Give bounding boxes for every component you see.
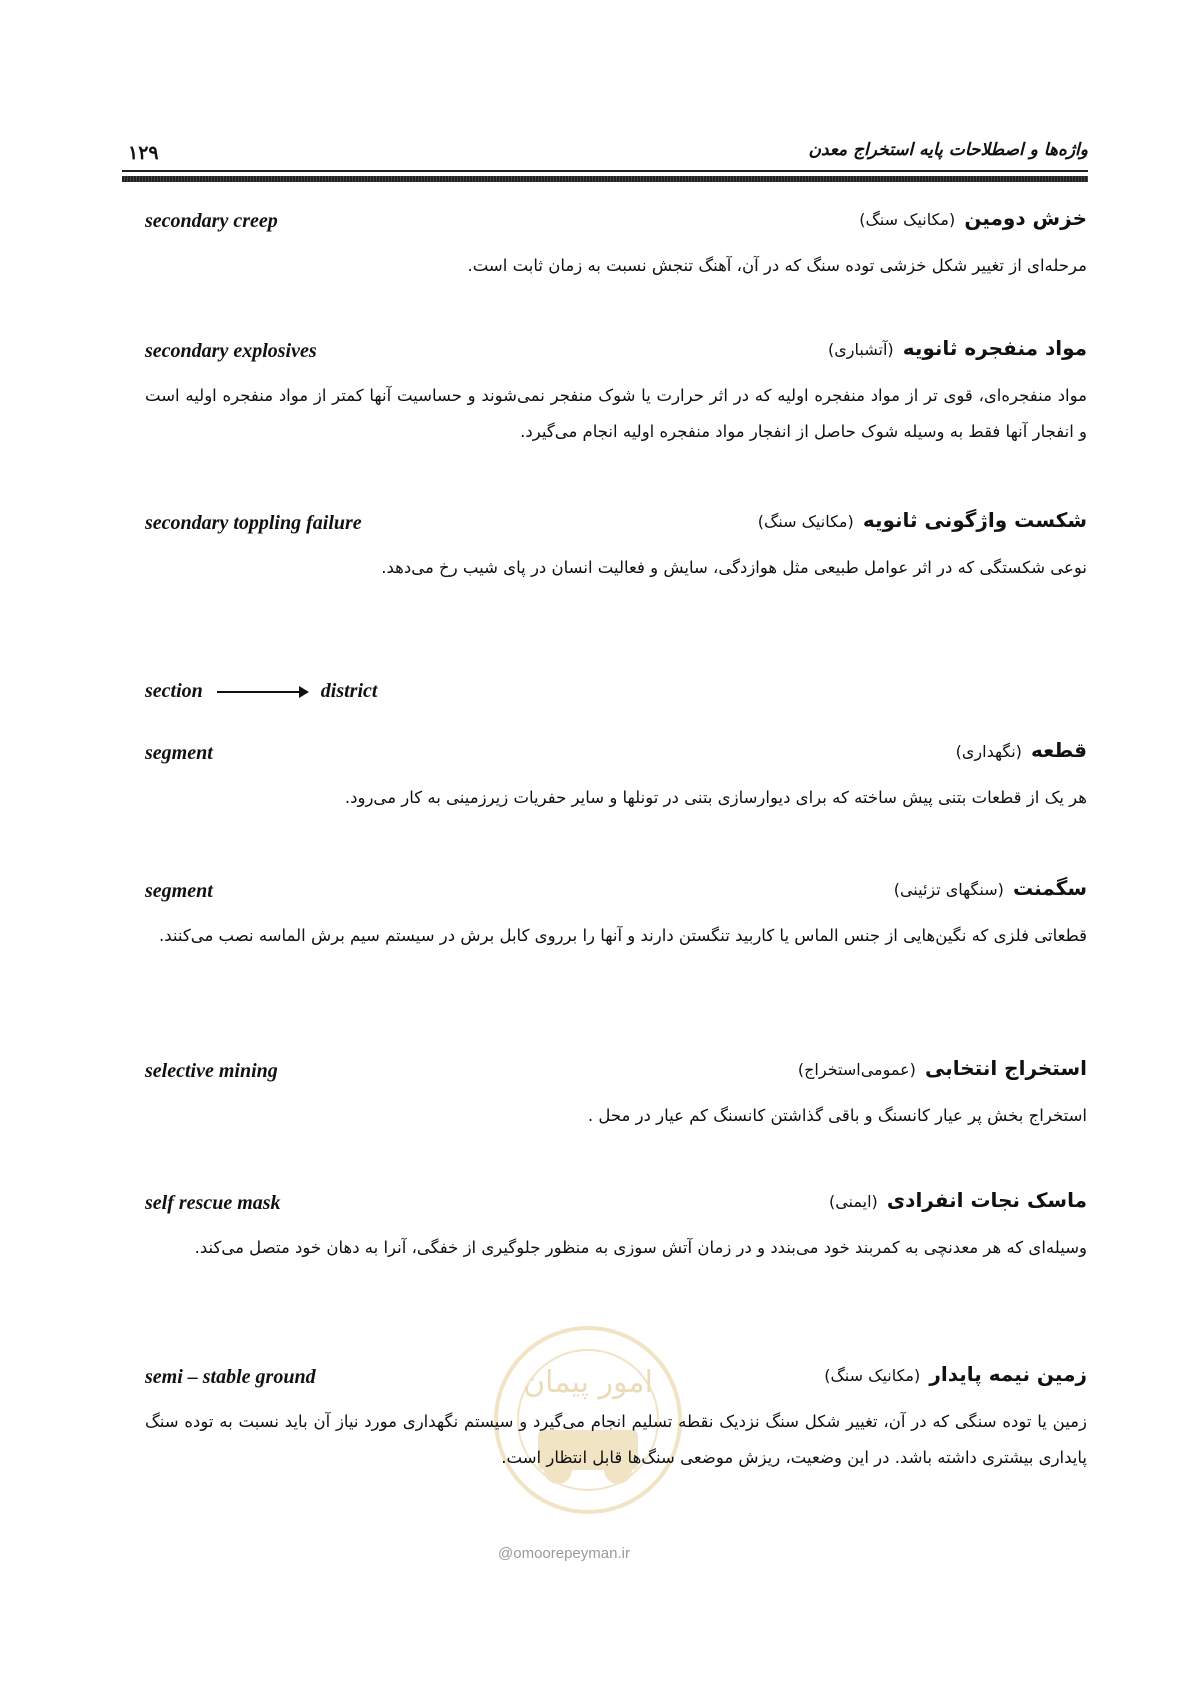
english-term: secondary explosives [145, 340, 317, 362]
persian-term [894, 876, 1087, 900]
persian-term-word: ماسک نجات انفرادی [886, 1188, 1087, 1212]
glossary-entry [145, 336, 1087, 450]
english-term: segment [145, 742, 213, 764]
glossary-entry [145, 1188, 1087, 1266]
persian-term-word: قطعه [1031, 738, 1087, 762]
definition: استخراج بخش پر عیار کانسنگ و باقی گذاشتن کانسنگ کم عیار در محل . [587, 1106, 1087, 1125]
header-rule-thick [122, 176, 1088, 182]
entry-heading [145, 508, 1087, 542]
english-term: segment [145, 880, 213, 902]
entry-heading [145, 738, 1087, 772]
persian-term [829, 1188, 1087, 1212]
subject-field: (سنگهای تزئینی) [893, 880, 1004, 899]
persian-term [859, 206, 1087, 230]
glossary-entry [145, 1362, 1087, 1476]
entry-heading [145, 1056, 1087, 1090]
definition: مواد منفجره‌ای، قوی تر از مواد منفجره اولیه که در اثر حرارت یا شوک منفجر نمی‌شوند و حساسیت آنها کمتر از مواد منفجره اولیه است و انفجار آنها فقط به وسیله شوک حاصل از انفجار مواد منفجره اولیه انجام می‌گیرد. [145, 386, 1087, 441]
english-term: secondary creep [145, 210, 278, 232]
subject-field: (نگهداری) [955, 742, 1022, 761]
entry-heading [145, 206, 1087, 240]
definition: مرحله‌ای از تغییر شکل خزشی توده سنگ که در آن، آهنگ تنجش نسبت به زمان ثابت است. [467, 256, 1087, 275]
glossary-entry [145, 508, 1087, 586]
cross-reference [145, 680, 377, 703]
subject-field: (عمومی‌استخراج) [797, 1060, 916, 1079]
persian-term [824, 1362, 1087, 1386]
header-rule-thin [122, 170, 1088, 172]
persian-term-word: شکست واژگونی ثانویه [862, 508, 1087, 532]
persian-term-word: خزش دومین [964, 206, 1087, 230]
glossary-entry [145, 738, 1087, 816]
persian-term-word: استخراج انتخابی [925, 1056, 1087, 1080]
watermark-url: @omoorepeyman.ir [498, 1545, 630, 1562]
subject-field: (آتشباری) [828, 340, 894, 359]
entry-heading [145, 876, 1087, 910]
definition: وسیله‌ای که هر معدنچی به کمربند خود می‌بندد و در زمان آتش سوزی به منظور جلوگیری از خفگی، آنرا به دهان خود متصل می‌کند. [194, 1238, 1087, 1257]
subject-field: (مکانیک سنگ) [824, 1366, 921, 1385]
subject-field: (مکانیک سنگ) [859, 210, 956, 229]
entry-heading [145, 336, 1087, 370]
persian-term [758, 508, 1087, 532]
glossary-entry [145, 876, 1087, 954]
persian-term [798, 1056, 1087, 1080]
running-title: واژه‌ها و اصطلاحات پایه استخراج معدن [808, 140, 1088, 160]
glossary-entry [145, 1056, 1087, 1134]
crossref-to: district [320, 680, 378, 702]
definition: زمین یا توده سنگی که در آن، تغییر شکل سنگ نزدیک نقطه تسلیم انجام می‌گیرد و سیستم نگهداری مورد نیاز آن باید نسبت به توده سنگ پایداری بیشتری داشته باشد. در این وضعیت، ریزش موضعی سنگ‌ها قابل انتظار است. [145, 1412, 1087, 1467]
subject-field: (ایمنی) [828, 1192, 878, 1211]
glossary-entry [145, 206, 1087, 284]
persian-term-word: سگمنت [1012, 876, 1087, 900]
page-number: ۱۲۹ [128, 142, 159, 164]
definition: نوعی شکستگی که در اثر عوامل طبیعی مثل هوازدگی، سایش و فعالیت انسان در پای شیب رخ می‌دهد. [381, 558, 1087, 577]
subject-field: (مکانیک سنگ) [757, 512, 854, 531]
persian-term-word: مواد منفجره ثانویه [902, 336, 1087, 360]
crossref-from: section [145, 680, 203, 702]
english-term: self rescue mask [145, 1192, 281, 1214]
entry-heading [145, 1362, 1087, 1396]
right-arrow-icon [217, 691, 307, 693]
english-term: selective mining [145, 1060, 278, 1082]
persian-term-word: زمین نیمه پایدار [929, 1362, 1087, 1386]
english-term: semi – stable ground [145, 1366, 316, 1388]
english-term: secondary toppling failure [145, 512, 362, 534]
definition: قطعاتی فلزی که نگین‌هایی از جنس الماس یا کاربید تنگستن دارند و آنها را برروی کابل برش در سیستم سیم برش الماسه نصب می‌کنند. [158, 926, 1087, 945]
persian-term [828, 336, 1087, 360]
watermark-logo-text: امور پیمان [523, 1365, 653, 1400]
persian-term [956, 738, 1087, 762]
definition: هر یک از قطعات بتنی پیش ساخته که برای دیوارسازی بتنی در تونلها و سایر حفریات زیرزمینی به کار می‌رود. [344, 788, 1087, 807]
entry-heading [145, 1188, 1087, 1222]
